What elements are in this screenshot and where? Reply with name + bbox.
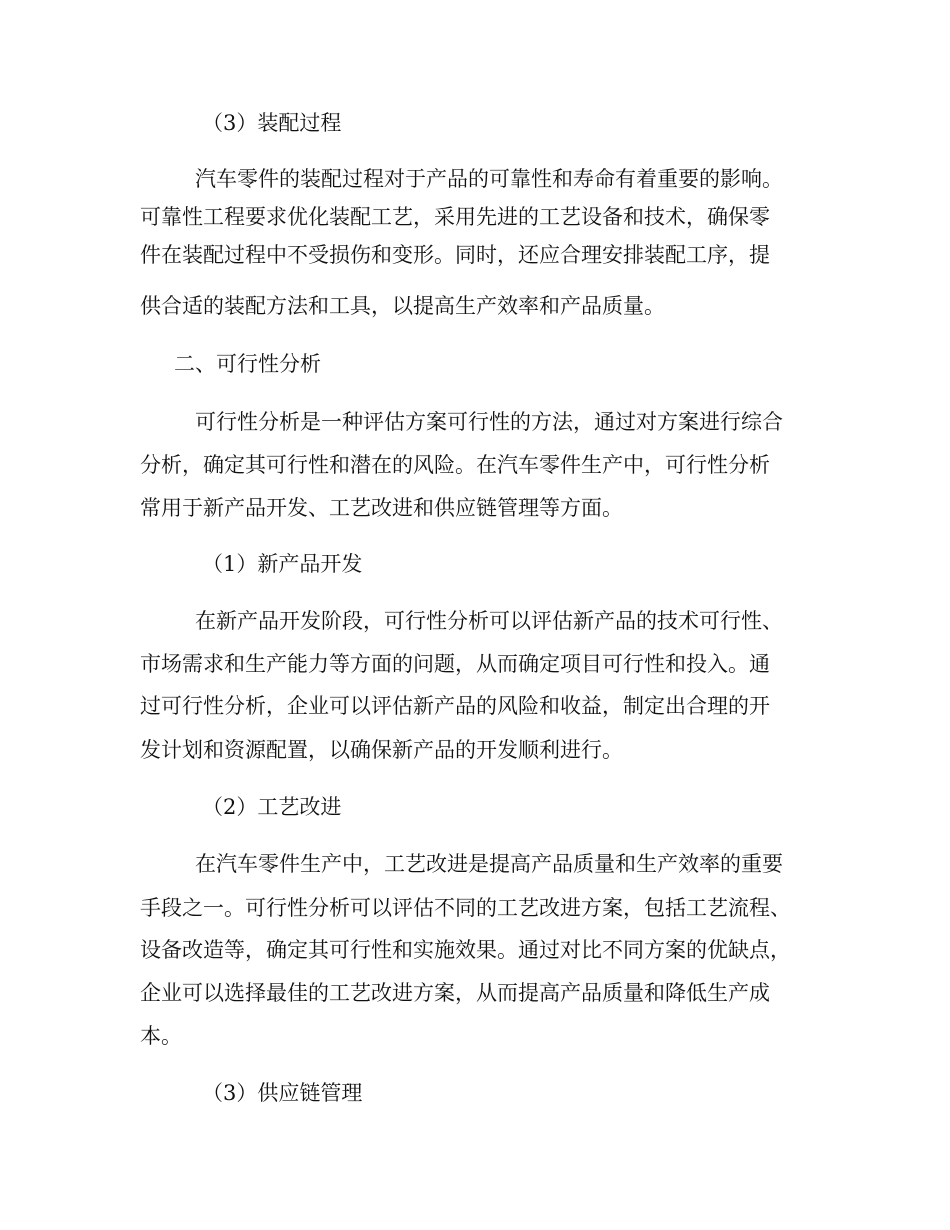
paragraph-line: 发计划和资源配置，以确保新产品的开发顺利进行。	[140, 738, 623, 762]
paragraph-line: 设备改造等，确定其可行性和实施效果。通过对比不同方案的优缺点，	[140, 938, 791, 962]
paragraph-line: 企业可以选择最佳的工艺改进方案，从而提高产品质量和降低生产成	[140, 981, 770, 1005]
paragraph-line: 手段之一。可行性分析可以评估不同的工艺改进方案，包括工艺流程、	[140, 896, 791, 920]
subheading-supply-chain-management: （3）供应链管理	[202, 1081, 363, 1105]
paragraph-line: 供合适的装配方法和工具，以提高生产效率和产品质量。	[140, 294, 665, 318]
paragraph-line: 常用于新产品开发、工艺改进和供应链管理等方面。	[140, 496, 623, 520]
paragraph-line: 汽车零件的装配过程对于产品的可靠性和寿命有着重要的影响。	[195, 167, 783, 191]
subheading-process-improvement: （2）工艺改进	[202, 795, 342, 819]
paragraph-line: 市场需求和生产能力等方面的问题，从而确定项目可行性和投入。通	[140, 652, 770, 676]
paragraph-line: 分析，确定其可行性和潜在的风险。在汽车零件生产中，可行性分析	[140, 453, 770, 477]
paragraph-line: 本。	[140, 1024, 182, 1048]
paragraph-line: 在新产品开发阶段，可行性分析可以评估新产品的技术可行性、	[195, 609, 783, 633]
subheading-new-product-development: （1）新产品开发	[202, 552, 363, 576]
paragraph-line: 件在装配过程中不受损伤和变形。同时，还应合理安排装配工序，提	[140, 243, 770, 267]
paragraph-line: 过可行性分析，企业可以评估新产品的风险和收益，制定出合理的开	[140, 694, 770, 718]
paragraph-line: 可行性分析是一种评估方案可行性的方法，通过对方案进行综合	[195, 410, 783, 434]
paragraph-line: 在汽车零件生产中，工艺改进是提高产品质量和生产效率的重要	[195, 852, 783, 876]
subheading-assembly-process: （3）装配过程	[202, 111, 342, 135]
paragraph-line: 可靠性工程要求优化装配工艺，采用先进的工艺设备和技术，确保零	[140, 205, 770, 229]
section-heading-feasibility-analysis: 二、可行性分析	[174, 352, 321, 376]
